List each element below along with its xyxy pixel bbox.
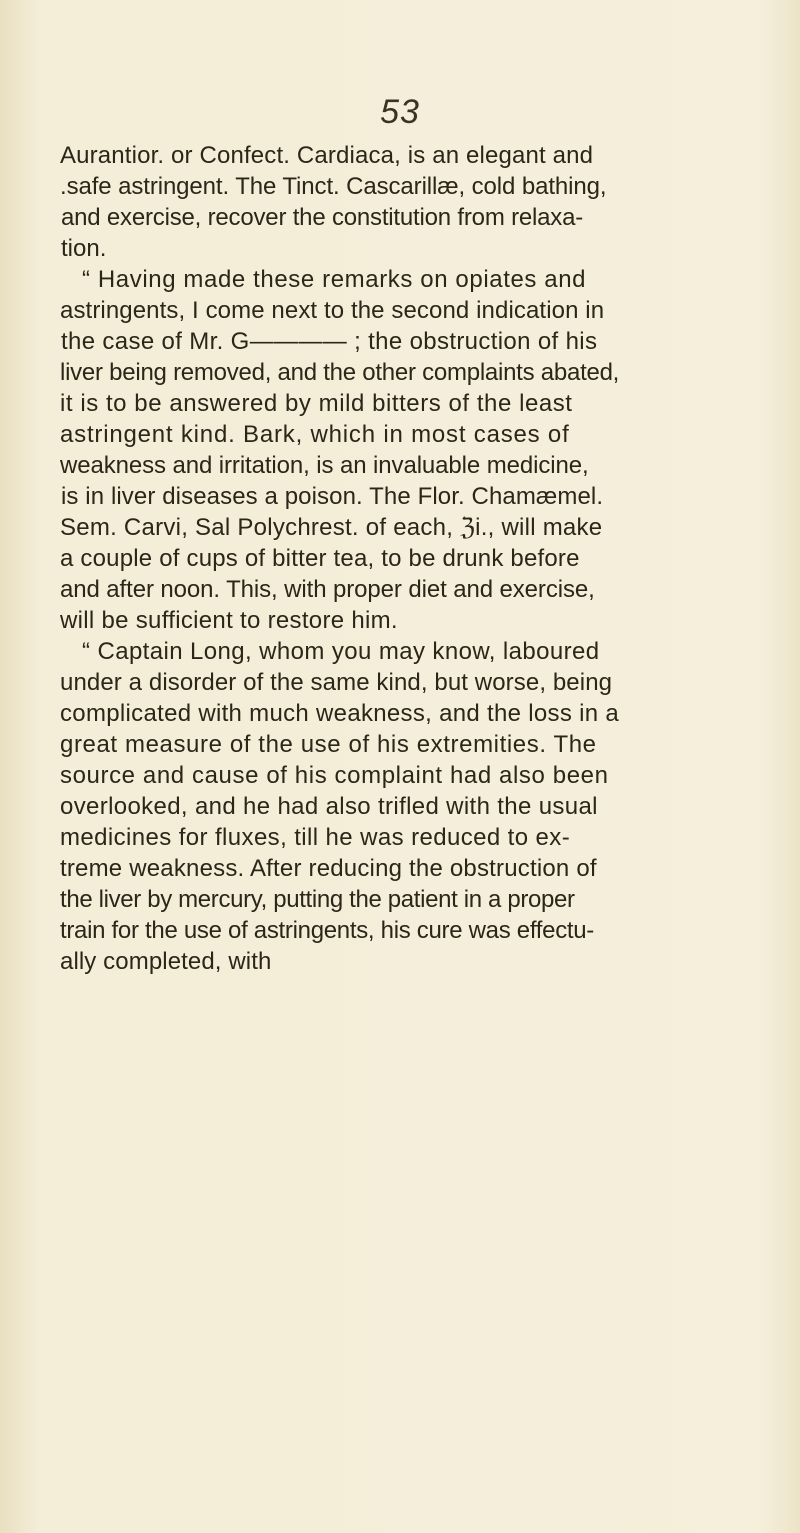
- text-line: train for the use of astringents, his cure was effectu-: [60, 917, 595, 944]
- text-line: Aurantior. or Confect. Cardiaca, is an elegant and: [60, 142, 594, 169]
- text-line: treme weakness. After reducing the obstruction of: [60, 855, 597, 882]
- text-line: Sem. Carvi, Sal Polychrest. of each, ℨi., will make: [60, 514, 603, 541]
- text-line: it is to be answered by mild bitters of the least: [60, 390, 573, 417]
- text-line: ally completed, with: [60, 948, 272, 975]
- text-line: and after noon. This, with proper diet and exercise,: [60, 576, 595, 603]
- text-line: overlooked, and he had also trifled with the usual: [60, 793, 598, 820]
- text-line: will be sufficient to restore him.: [60, 607, 398, 634]
- text-line: the liver by mercury, putting the patient in a proper: [60, 886, 575, 913]
- page-number: 53: [380, 93, 420, 131]
- text-line: complicated with much weakness, and the loss in a: [60, 700, 619, 727]
- text-line: medicines for fluxes, till he was reduced to ex-: [60, 824, 571, 851]
- text-line: a couple of cups of bitter tea, to be drunk before: [60, 545, 580, 572]
- text-line: is in liver diseases a poison. The Flor. Chamæmel.: [61, 483, 604, 510]
- text-line: weakness and irritation, is an invaluable medicine,: [60, 452, 589, 479]
- text-line: “ Captain Long, whom you may know, laboured: [82, 638, 600, 665]
- text-line: .safe astringent. The Tinct. Cascarillæ, cold bathing,: [60, 173, 607, 200]
- text-line: astringent kind. Bark, which in most cases of: [60, 421, 570, 448]
- text-line: liver being removed, and the other complaints abated,: [60, 359, 620, 386]
- text-line: under a disorder of the same kind, but worse, being: [60, 669, 613, 696]
- text-line: source and cause of his complaint had also been: [60, 762, 609, 789]
- text-line: tion.: [61, 235, 107, 262]
- text-line: astringents, I come next to the second indication in: [60, 297, 605, 324]
- text-line: and exercise, recover the constitution from relaxa-: [61, 204, 584, 231]
- text-line: “ Having made these remarks on opiates and: [82, 266, 587, 293]
- text-line: the case of Mr. G———— ; the obstruction of his: [61, 328, 598, 355]
- text-line: great measure of the use of his extremities. The: [60, 731, 597, 758]
